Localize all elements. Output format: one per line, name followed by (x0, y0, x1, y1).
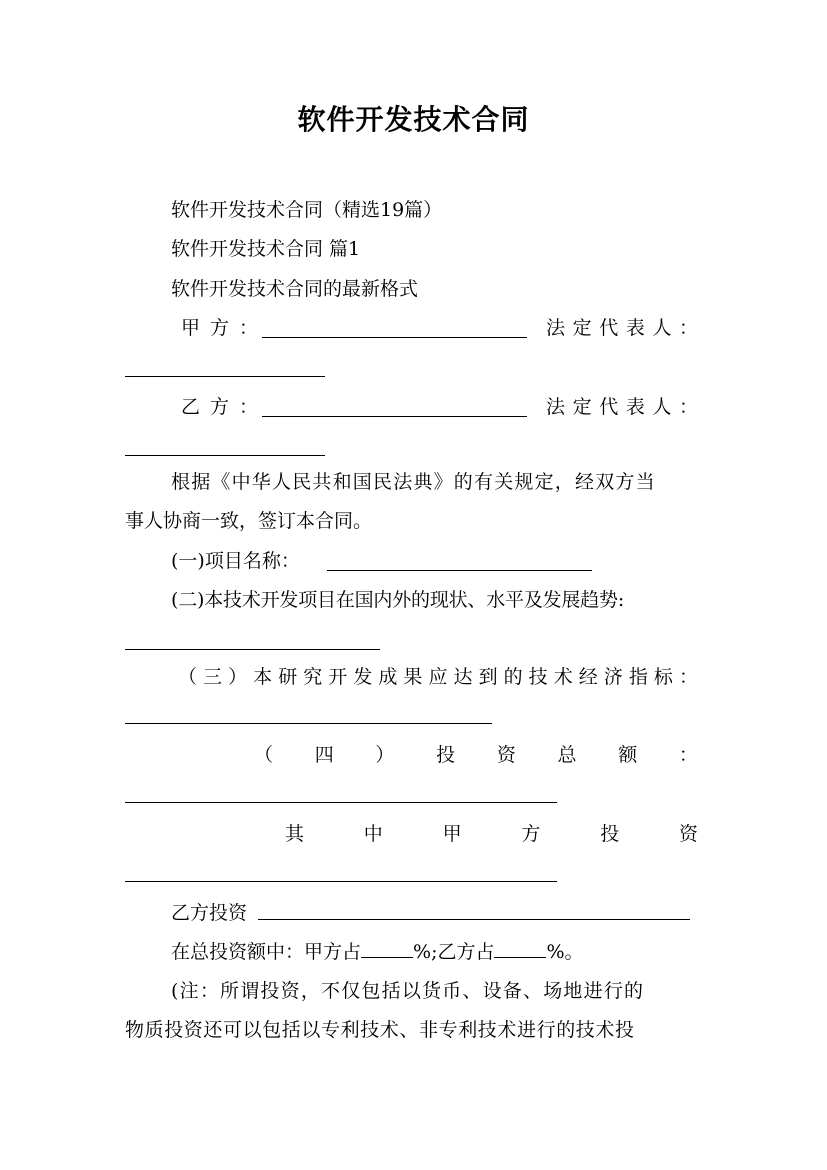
note-paragraph-line-2: 物质投资还可以包括以专利技术、非专利技术进行的技术投 (125, 1019, 635, 1041)
item-4-char: ： (678, 744, 698, 766)
item-3-char: 达 (453, 666, 473, 688)
ratio-suffix: %。 (546, 941, 584, 963)
item-3-char: ： (678, 666, 698, 688)
party-a-investment-char: 方 (521, 823, 541, 845)
party-a-label: 甲方： (181, 317, 269, 339)
party-a-investment-char: 其 (285, 823, 305, 845)
format-heading: 软件开发技术合同的最新格式 (171, 278, 419, 300)
item-3-char: ） (228, 666, 248, 688)
party-b-legal-rep-char: ： (678, 396, 698, 418)
party-a-legal-rep-blank (125, 375, 325, 377)
investment-ratio-line (171, 939, 584, 964)
party-b-legal-rep-char: 表 (625, 396, 645, 418)
item-4-char: 四 (314, 744, 334, 766)
party-a-blank (262, 336, 527, 338)
item-3-char: 术 (553, 666, 573, 688)
item-3-char: 果 (403, 666, 423, 688)
item-3-char: 到 (478, 666, 498, 688)
item-3-char: 应 (428, 666, 448, 688)
item-3-char: 成 (378, 666, 398, 688)
basis-paragraph-line-1: 根据《中华人民共和国民法典》的有关规定，经双方当 (171, 471, 656, 493)
item-3-blank (125, 722, 492, 724)
item-4-char: 额 (618, 744, 638, 766)
basis-paragraph-line-2: 事人协商一致，签订本合同。 (125, 510, 373, 532)
party-a-investment-blank (125, 880, 557, 882)
party-a-legal-rep-char: 人 (652, 317, 672, 339)
party-b-legal-rep-blank (125, 454, 325, 456)
item-3-char: 经 (578, 666, 598, 688)
item-3-char: 开 (328, 666, 348, 688)
party-b-legal-rep-char: 定 (572, 396, 592, 418)
party-a-investment-char: 投 (600, 823, 620, 845)
party-b-blank (262, 415, 527, 417)
party-b-legal-rep-char: 人 (652, 396, 672, 418)
party-a-legal-rep-char: 代 (599, 317, 619, 339)
party-a-investment-char: 资 (678, 823, 698, 845)
note-paragraph-line-1: (注：所谓投资，不仅包括以货币、设备、场地进行的 (171, 980, 645, 1002)
item-3-char: 标 (653, 666, 673, 688)
party-b-investment-blank (258, 918, 690, 920)
item-3-char: 究 (303, 666, 323, 688)
item-3-char: 研 (278, 666, 298, 688)
ratio-prefix: 在总投资额中：甲方占 (171, 941, 362, 963)
item-3-char: 发 (353, 666, 373, 688)
item-3-char: （ (178, 666, 198, 688)
document-subtitle: 软件开发技术合同（精选19篇） (171, 199, 443, 221)
party-a-investment-label (285, 822, 698, 846)
party-b-legal-rep-char: 代 (599, 396, 619, 418)
item-3-label (178, 665, 698, 689)
party-a-investment-char: 中 (363, 823, 383, 845)
item-3-char: 技 (528, 666, 548, 688)
party-b-legal-rep-label (546, 395, 698, 419)
section-heading: 软件开发技术合同 篇1 (171, 238, 361, 260)
party-b-ratio-blank (494, 939, 546, 958)
party-b-investment-label: 乙方投资 (171, 902, 248, 924)
item-3-char: 三 (203, 666, 223, 688)
item-3-char: 本 (253, 666, 273, 688)
party-a-legal-rep-char: ： (678, 317, 698, 339)
item-3-char: 指 (628, 666, 648, 688)
party-a-ratio-blank (361, 939, 413, 958)
item-4-char: （ (254, 744, 274, 766)
party-a-legal-rep-char: 表 (625, 317, 645, 339)
party-a-legal-rep-label (546, 316, 698, 340)
item-4-char: 资 (496, 744, 516, 766)
item-2-blank (125, 648, 380, 650)
party-a-investment-char: 甲 (442, 823, 462, 845)
item-4-char: 总 (557, 744, 577, 766)
item-4-char: ） (375, 744, 395, 766)
item-2-label: (二)本技术开发项目在国内外的现状、水平及发展趋势: (171, 589, 625, 611)
party-a-legal-rep-char: 定 (572, 317, 592, 339)
party-a-legal-rep-char: 法 (546, 317, 566, 339)
document-title: 软件开发技术合同 (297, 103, 530, 136)
item-4-label (254, 743, 698, 767)
item-4-char: 投 (436, 744, 456, 766)
item-1-label: (一)项目名称： (171, 550, 300, 572)
party-b-label: 乙方： (181, 396, 269, 418)
item-1-blank (327, 569, 592, 571)
ratio-middle: %;乙方占 (413, 941, 495, 963)
party-b-legal-rep-char: 法 (546, 396, 566, 418)
item-3-char: 济 (603, 666, 623, 688)
item-3-char: 的 (503, 666, 523, 688)
item-4-blank (125, 801, 557, 803)
